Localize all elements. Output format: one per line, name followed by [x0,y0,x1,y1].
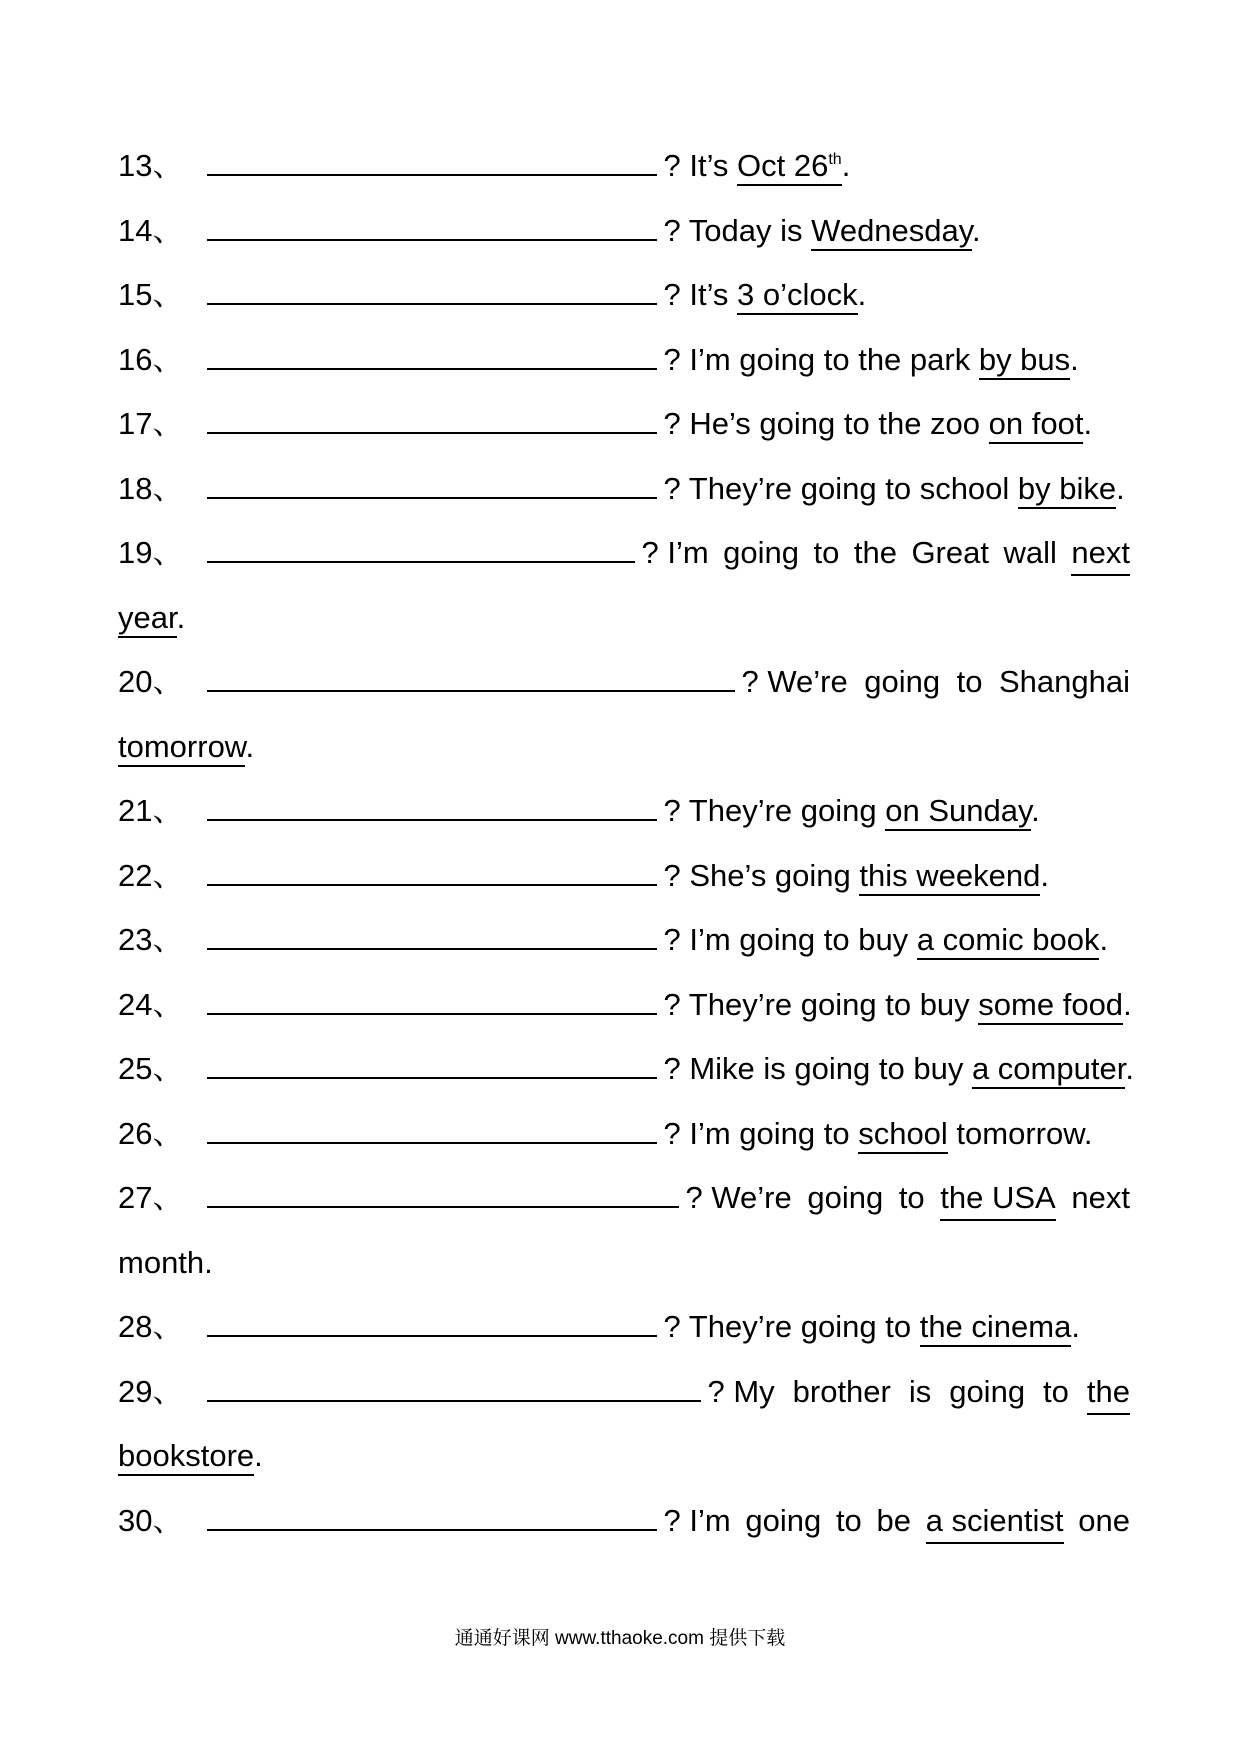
answer-blank[interactable] [207,1334,657,1337]
answer-blank[interactable] [207,560,635,563]
question-20-continuation [118,727,254,767]
answer-blank[interactable] [207,883,657,886]
answer-text: month. [118,1245,213,1280]
question-18 [118,469,1240,509]
punctuation: . [1070,342,1079,377]
punctuation: . [245,729,255,764]
underlined-phrase: by bus [979,342,1070,380]
answer-blank[interactable] [207,496,657,499]
answer-word: ? I’m [641,535,709,570]
answer-text: ? I’m going to [663,1116,859,1151]
punctuation: . [1116,471,1125,506]
punctuation: . [1099,922,1109,957]
answer-text: ? He’s going to the zoo [663,406,989,441]
underlined-phrase: tomorrow [118,729,245,767]
answer-word: the [853,535,897,570]
answer-word: wall [1003,535,1057,570]
answer-text: tomorrow. [947,1116,1093,1151]
answer-text: ? They’re going to school [663,471,1018,506]
answer-blank[interactable] [207,1205,679,1208]
punctuation: . [1083,406,1093,441]
answer-blank[interactable] [207,1012,657,1015]
question-number: 15、 [118,277,184,312]
answer-word: ? We’re [685,1180,792,1215]
underlined-phrase: on foot [989,406,1084,444]
question-number: 26、 [118,1116,184,1151]
question-29-continuation [118,1436,263,1476]
punctuation: . [1031,793,1040,828]
punctuation: . [841,148,851,183]
underlined-phrase: 3 o’clock [737,277,858,315]
answer-word: going [723,535,800,570]
punctuation: . [1040,858,1049,893]
question-28 [118,1307,1240,1347]
question-17 [118,404,1240,444]
question-13 [118,146,1240,186]
underlined-phrase: some food [978,987,1123,1025]
answer-blank[interactable] [207,1076,657,1079]
question-number: 16、 [118,342,184,377]
ordinal-suffix: th [828,151,842,168]
answer-blank[interactable] [207,173,657,176]
question-number: 28、 [118,1309,184,1344]
answer-word: to [813,535,840,570]
question-29 [118,1372,1130,1415]
answer-text: ? Mike is going to buy [663,1051,972,1086]
answer-word: next [1071,1180,1130,1215]
question-number: 22、 [118,858,184,893]
question-26 [118,1114,1240,1154]
underlined-phrase: school [858,1116,948,1154]
question-number: 17、 [118,406,184,441]
question-number: 18、 [118,471,184,506]
answer-word: ? My [707,1374,775,1409]
page-footer: 通通好课网 www.tthaoke.com 提供下载 [454,1628,786,1649]
answer-blank[interactable] [207,818,657,821]
answer-text: ? They’re going [663,793,886,828]
question-27-continuation [118,1243,213,1283]
answer-word: to [1043,1374,1069,1409]
underlined-phrase: year [118,600,177,638]
answer-word: ? We’re [741,664,848,699]
answer-word: going [745,1503,822,1538]
answer-word: going [864,664,941,699]
answer-text: ? They’re going to [663,1309,920,1344]
answer-text: ? It’s [663,277,738,312]
underlined-phrase: the USA [940,1178,1055,1221]
question-number: 20、 [118,664,184,699]
answer-blank[interactable] [207,238,657,241]
answer-word: is [908,1374,932,1409]
question-number: 23、 [118,922,184,957]
answer-word: to [956,664,983,699]
underlined-phrase: by bike [1018,471,1116,509]
answer-text: ? Today is [663,213,812,248]
answer-word: one [1078,1503,1130,1538]
punctuation: . [1123,987,1132,1022]
answer-blank[interactable] [207,1528,657,1531]
underlined-phrase: a computer [972,1051,1125,1089]
answer-word: Great [911,535,989,570]
underlined-phrase: a comic book [917,922,1100,960]
answer-word: going [807,1180,884,1215]
question-19 [118,533,1130,576]
punctuation: . [254,1438,263,1473]
question-number: 30、 [118,1503,184,1538]
punctuation: . [1071,1309,1080,1344]
question-number: 24、 [118,987,184,1022]
answer-blank[interactable] [207,431,657,434]
question-number: 27、 [118,1180,184,1215]
answer-blank[interactable] [207,947,657,950]
punctuation: . [971,213,981,248]
question-27 [118,1178,1130,1221]
answer-text: ? They’re going to buy [663,987,979,1022]
question-number: 21、 [118,793,184,828]
answer-word: going [949,1374,1026,1409]
underlined-phrase: the [1087,1372,1130,1415]
question-16 [118,340,1240,380]
answer-word: brother [792,1374,891,1409]
question-24 [118,985,1240,1025]
answer-word: to [835,1503,862,1538]
question-number: 13、 [118,148,184,183]
underlined-phrase: this weekend [859,858,1040,896]
underlined-phrase: a scientist [926,1501,1064,1544]
answer-text: ? I’m going to buy [663,922,917,957]
question-15 [118,275,1240,315]
answer-blank[interactable] [207,1141,657,1144]
answer-blank[interactable] [207,367,657,370]
question-19-continuation [118,598,185,638]
underlined-phrase: Oct 26 [737,148,829,183]
underlined-phrase: Wednesday [811,213,972,251]
question-number: 25、 [118,1051,184,1086]
underlined-phrase: on Sunday [885,793,1031,831]
answer-word: be [876,1503,911,1538]
punctuation: . [857,277,867,312]
question-20 [118,662,1130,702]
question-number: 14、 [118,213,184,248]
question-number: 29、 [118,1374,184,1409]
answer-blank[interactable] [207,1399,701,1402]
underlined-phrase: next [1071,533,1130,576]
punctuation: . [1125,1051,1134,1086]
question-21 [118,791,1240,831]
question-22 [118,856,1240,896]
answer-blank[interactable] [207,689,735,692]
question-14 [118,211,1240,251]
underlined-phrase: bookstore [118,1438,254,1476]
answer-word: to [898,1180,925,1215]
answer-text: ? It’s [663,148,738,183]
question-23 [118,920,1240,960]
answer-word: ? I’m [663,1503,731,1538]
answer-text: ? I’m going to the park [663,342,979,377]
question-30 [118,1501,1130,1544]
question-number: 19、 [118,535,184,570]
underlined-phrase: the cinema [920,1309,1072,1347]
punctuation: . [176,600,186,635]
answer-blank[interactable] [207,302,657,305]
answer-text: ? She’s going [663,858,860,893]
answer-word: Shanghai [998,664,1130,699]
question-25 [118,1049,1240,1089]
